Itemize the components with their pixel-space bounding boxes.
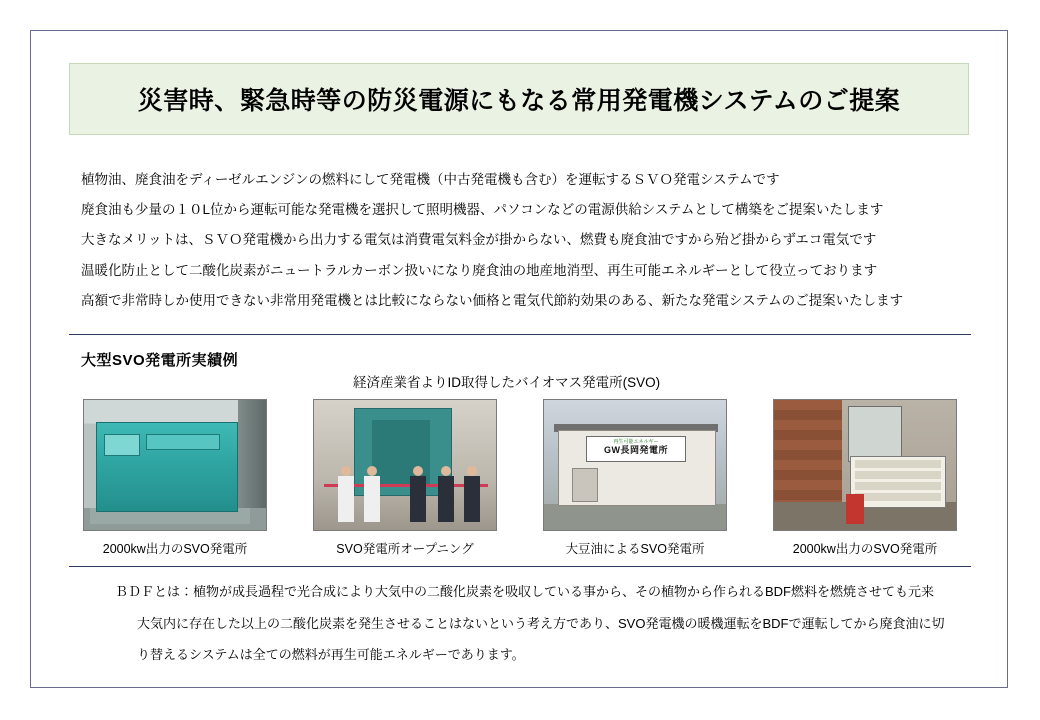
notice-row	[855, 471, 941, 479]
generator-panel-shape	[104, 434, 140, 456]
section-heading: 大型SVO発電所実績例	[81, 352, 239, 369]
person-shape	[438, 476, 454, 522]
sign-line-2: GW長岡発電所	[604, 445, 668, 455]
sign-line-1: 再生可能エネルギー	[613, 439, 659, 445]
intro-line-5: 高額で非常時しか使用できない非常用発電機とは比較にならない価格と電気代節約効果のある、新たな発電システムのご提案いたします	[81, 292, 904, 308]
intro-paragraph-block	[81, 171, 971, 322]
red-signboard-shape	[846, 494, 864, 524]
intro-line-2: 廃食油も少量の１０L位から運転可能な発電機を選択して照明機器、パソコンなどの電源供給システムとして構築をご提案いたします	[81, 202, 884, 218]
building-door-shape	[572, 468, 598, 502]
photo-caption: 大豆油によるSVO発電所	[565, 542, 705, 556]
notice-board-shape	[850, 456, 946, 508]
photo-caption: 2000kw出力のSVO発電所	[102, 542, 248, 556]
footer-note-block	[93, 583, 963, 678]
person-head-shape	[441, 466, 451, 476]
photo-svo-plant-interior	[773, 399, 957, 531]
person-head-shape	[413, 466, 423, 476]
intro-line-4: 温暖化防止として二酸化炭素がニュートラルカーボン扱いになり廃食油の地産地消型、再生可能エネルギーとして役立っております	[81, 262, 878, 278]
photo-ground-shape	[544, 504, 726, 530]
intro-line-3: 大きなメリットは、ＳＶＯ発電機から出力する電気は消費電気料金が掛からない、燃費も廃食油ですから殆ど掛からずエコ電気です	[81, 232, 877, 248]
intro-line-1: 植物油、廃食油をディーゼルエンジンの燃料にして発電機（中古発電機も含む）を運転するＳＶＯ発電システムです	[81, 172, 780, 187]
notice-row	[855, 493, 941, 501]
section-subheading: 経済産業省よりID取得したバイオマス発電所(SVO)	[353, 375, 661, 390]
page-title: 災害時、緊急時等の防災電源にもなる常用発電機システムのご提案	[137, 87, 901, 115]
person-shape	[338, 476, 354, 522]
gallery-item	[765, 399, 965, 557]
footer-line-3: り替えるシステムは全ての燃料が再生可能エネルギーであります。	[137, 647, 525, 663]
photo-svo-opening-ceremony	[313, 399, 497, 531]
person-head-shape	[467, 466, 477, 476]
photo-gw-nagaoka-plant	[543, 399, 727, 531]
generator-vent-shape	[146, 434, 220, 450]
building-signboard	[586, 436, 686, 462]
document-title-banner	[69, 63, 969, 135]
person-head-shape	[367, 466, 377, 476]
photo-svo-generator-2000kw	[83, 399, 267, 531]
photo-caption: 2000kw出力のSVO発電所	[792, 542, 938, 556]
interior-window-shape	[848, 406, 902, 462]
person-shape	[364, 476, 380, 522]
gallery-item	[535, 399, 735, 557]
gallery-item	[305, 399, 505, 557]
footer-line-1: ＢＤＦとは：植物が成長過程で光合成により大気中の二酸化炭素を吸収している事から、その植物から作られるBDF燃料を燃焼させても元来	[115, 584, 935, 599]
person-shape	[464, 476, 480, 522]
photo-caption: SVO発電所オープニング	[336, 542, 474, 556]
person-shape	[410, 476, 426, 522]
gallery-item	[75, 399, 275, 557]
notice-row	[855, 460, 941, 468]
person-head-shape	[341, 466, 351, 476]
footer-line-2: 大気内に存在した以上の二酸化炭素を発生させることはないという考え方であり、SVO発電機の暖機運転をBDFで運転してから廃食油に切	[137, 615, 945, 631]
divider-bottom	[69, 566, 971, 567]
photo-gallery	[69, 399, 971, 557]
notice-row	[855, 482, 941, 490]
document-page	[30, 30, 1008, 688]
divider-top	[69, 334, 971, 335]
